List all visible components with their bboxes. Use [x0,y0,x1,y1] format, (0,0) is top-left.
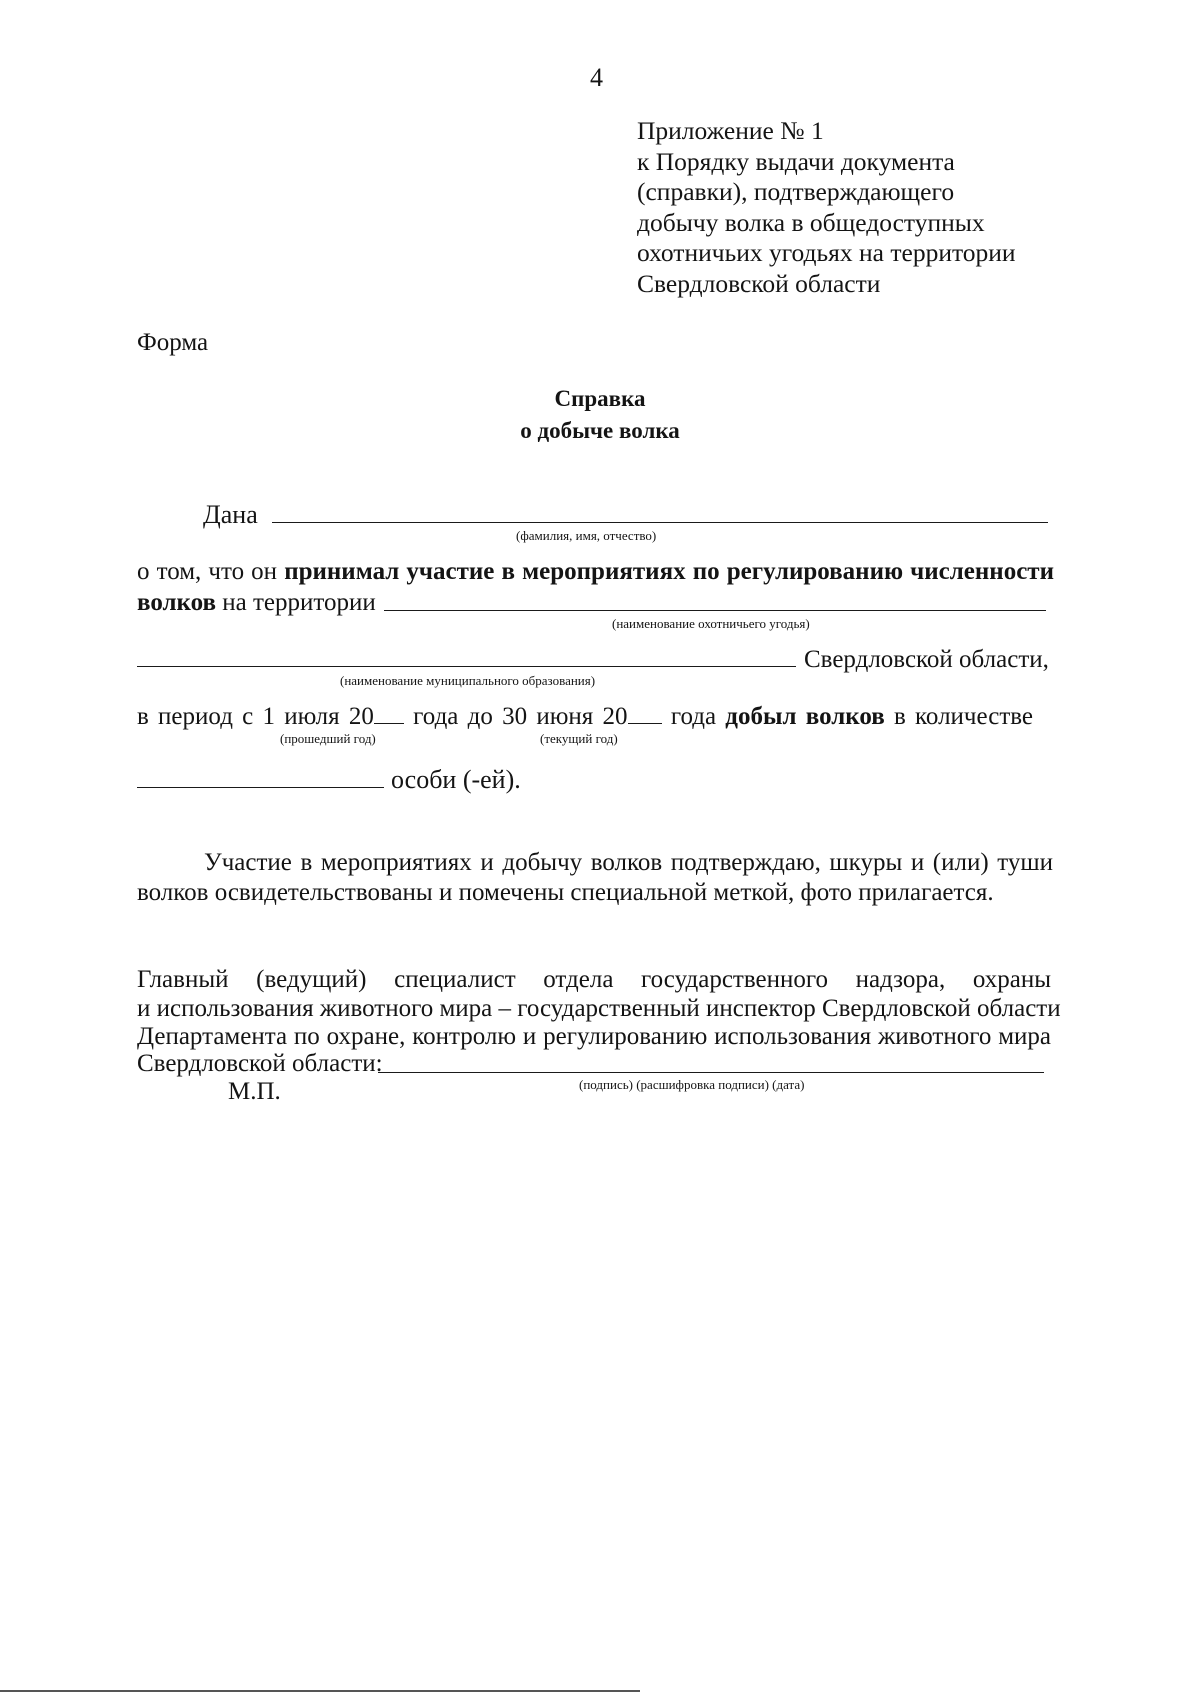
signature-hint: (подпись) (расшифровка подписи) (дата) [579,1077,805,1092]
name-field-line [272,522,1048,523]
inspector-line-4: Свердловской области: [137,1050,383,1077]
inspector-line-3: Департамента по охране, контролю и регулированию использования животного мира [137,1023,1051,1050]
participation-bold: принимал участие в мероприятиях по регулированию численности [284,558,1054,585]
inspector-line-2: и использования животного мира – государственный инспектор Свердловской области [137,995,1061,1022]
appendix-line: охотничьих угодьях на территории [637,238,1016,267]
document-title [0,383,1200,447]
title-line-2: о добыче волка [520,418,680,443]
hunting-ground-hint: (наименование охотничьего угодья) [612,616,810,631]
stamp-label: М.П. [228,1078,281,1105]
year-blank-prev [374,705,404,724]
appendix-line: Приложение № 1 [637,116,824,145]
inspector-line-1: Главный (ведущий) специалист отдела государственного надзора, охраны [137,966,1051,993]
confirmation-line-1: Участие в мероприятиях и добычу волков подтверждаю, шкуры и (или) туши [204,849,1053,876]
appendix-line: добычу волка в общедоступных [637,207,985,237]
wolves-bold: волков [137,589,216,616]
region-suffix: Свердловской области, [804,646,1049,673]
appendix-block [637,116,1016,299]
appendix-line: к Порядку выдачи документа [637,146,955,176]
scan-edge-rule [0,1690,640,1692]
hunting-ground-field-line [384,610,1046,611]
period-line [137,702,1054,732]
given-label: Дана [203,500,258,529]
killed-wolves-bold: добыл волков [725,703,885,730]
participation-line [137,557,1054,587]
curr-year-hint: (текущий год) [540,731,618,746]
municipality-hint: (наименование муниципального образования) [340,673,596,688]
period-middle: года до 30 июня 20 [403,703,628,730]
appendix-line: Свердловской области [637,268,881,298]
confirmation-line-2: волков освидетельствованы и помечены специальной меткой, фото прилагается. [137,879,994,906]
count-field-line [137,787,384,788]
period-start: в период с 1 июля 20 [137,703,374,730]
page-number: 4 [590,63,603,92]
participation-lead: о том, что он [137,558,285,585]
period-quantity: в количестве [884,703,1033,730]
appendix-line: (справки), подтверждающего [637,177,955,206]
title-line-1: Справка [554,386,646,411]
period-tail: года [661,703,726,730]
municipality-field-line [137,666,796,667]
territory-label: на территории [215,589,376,616]
form-label: Форма [137,329,209,356]
signature-field-line [378,1072,1044,1073]
count-suffix: особи (-ей). [391,765,521,794]
prev-year-hint: (прошедший год) [280,731,376,746]
year-blank-curr [628,705,662,724]
name-field-hint: (фамилия, имя, отчество) [516,528,657,543]
territory-line [137,588,376,618]
